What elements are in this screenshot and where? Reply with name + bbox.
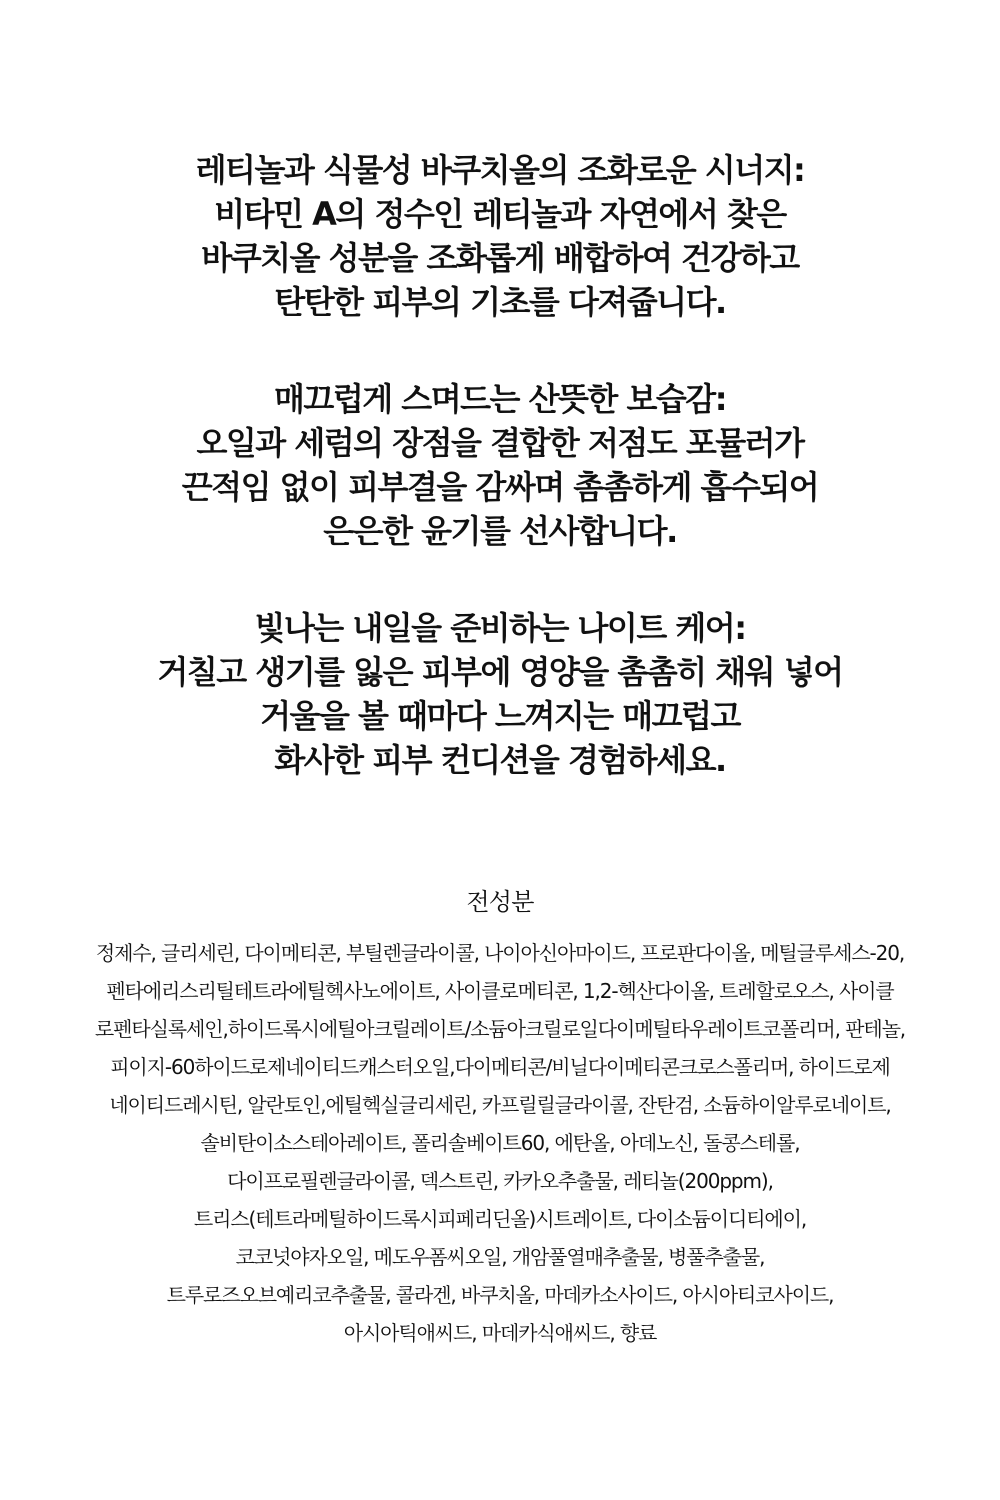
feature-heading: 빛나는 내일을 준비하는 나이트 케어: <box>254 609 746 647</box>
feature-text-line: 끈적임 없이 피부결을 감싸며 촘촘하게 흡수되어 <box>181 468 819 506</box>
feature-text-line: 거울을 볼 때마다 느껴지는 매끄럽고 <box>260 697 740 735</box>
feature-descriptions <box>0 148 1000 835</box>
feature-block-night-care <box>0 606 1000 782</box>
ingredients-line: 정제수, 글리세린, 다이메티콘, 부틸렌글라이콜, 나이아신아마이드, 프로판다이올, 메틸글루세스-20, <box>95 941 905 965</box>
ingredients-line: 네이티드레시틴, 알란토인,에틸헥실글리세린, 카프릴릴글라이콜, 잔탄검, 소듐하이알루로네이트, <box>109 1093 891 1117</box>
ingredients-line: 아시아틱애씨드, 마데카식애씨드, 향료 <box>343 1321 657 1345</box>
feature-text-line: 바쿠치올 성분을 조화롭게 배합하여 건강하고 <box>201 239 799 277</box>
feature-block-retinol-bakuchiol <box>0 148 1000 324</box>
feature-text-line: 비타민 A의 정수인 레티놀과 자연에서 찾은 <box>214 195 786 233</box>
feature-block-moisture <box>0 377 1000 553</box>
feature-text-line: 은은한 윤기를 선사합니다. <box>323 512 677 550</box>
feature-heading: 레티놀과 식물성 바쿠치올의 조화로운 시너지: <box>195 151 805 189</box>
ingredients-line: 코코넛야자오일, 메도우폼씨오일, 개암풀열매추출물, 병풀추출물, <box>235 1245 765 1269</box>
ingredients-title: 전성분 <box>466 888 534 916</box>
ingredients-line: 다이프로필렌글라이콜, 덱스트린, 카카오추출물, 레티놀(200ppm), <box>227 1169 773 1193</box>
feature-text-line: 화사한 피부 컨디션을 경험하세요. <box>274 741 726 779</box>
ingredients-line: 펜타에리스리틸테트라에틸헥사노에이트, 사이클로메티콘, 1,2-헥산다이올, 트레할로오스, 사이클 <box>106 979 894 1003</box>
feature-text-line: 거칠고 생기를 잃은 피부에 영양을 촘촘히 채워 넣어 <box>157 653 843 691</box>
ingredients-line: 피이지-60하이드로제네이티드캐스터오일,다이메티콘/비닐다이메티콘크로스폴리머, 하이드로제 <box>110 1055 890 1079</box>
ingredients-line: 트루로즈오브예리코추출물, 콜라겐, 바쿠치올, 마데카소사이드, 아시아티코사이드, <box>166 1283 834 1307</box>
feature-text-line: 탄탄한 피부의 기초를 다져줍니다. <box>274 283 726 321</box>
feature-text-line: 오일과 세럼의 장점을 결합한 저점도 포뮬러가 <box>196 424 804 462</box>
full-ingredients-section <box>0 880 1000 1352</box>
ingredients-line: 로펜타실록세인,하이드록시에틸아크릴레이트/소듐아크릴로일다이메틸타우레이트코폴리머, 판테놀, <box>94 1017 906 1041</box>
feature-heading: 매끄럽게 스며드는 산뜻한 보습감: <box>274 380 726 418</box>
ingredients-line: 트리스(테트라메틸하이드록시피페리딘올)시트레이트, 다이소듐이디티에이, <box>193 1207 807 1231</box>
ingredients-line: 솔비탄이소스테아레이트, 폴리솔베이트60, 에탄올, 아데노신, 돌콩스테롤, <box>200 1131 800 1155</box>
